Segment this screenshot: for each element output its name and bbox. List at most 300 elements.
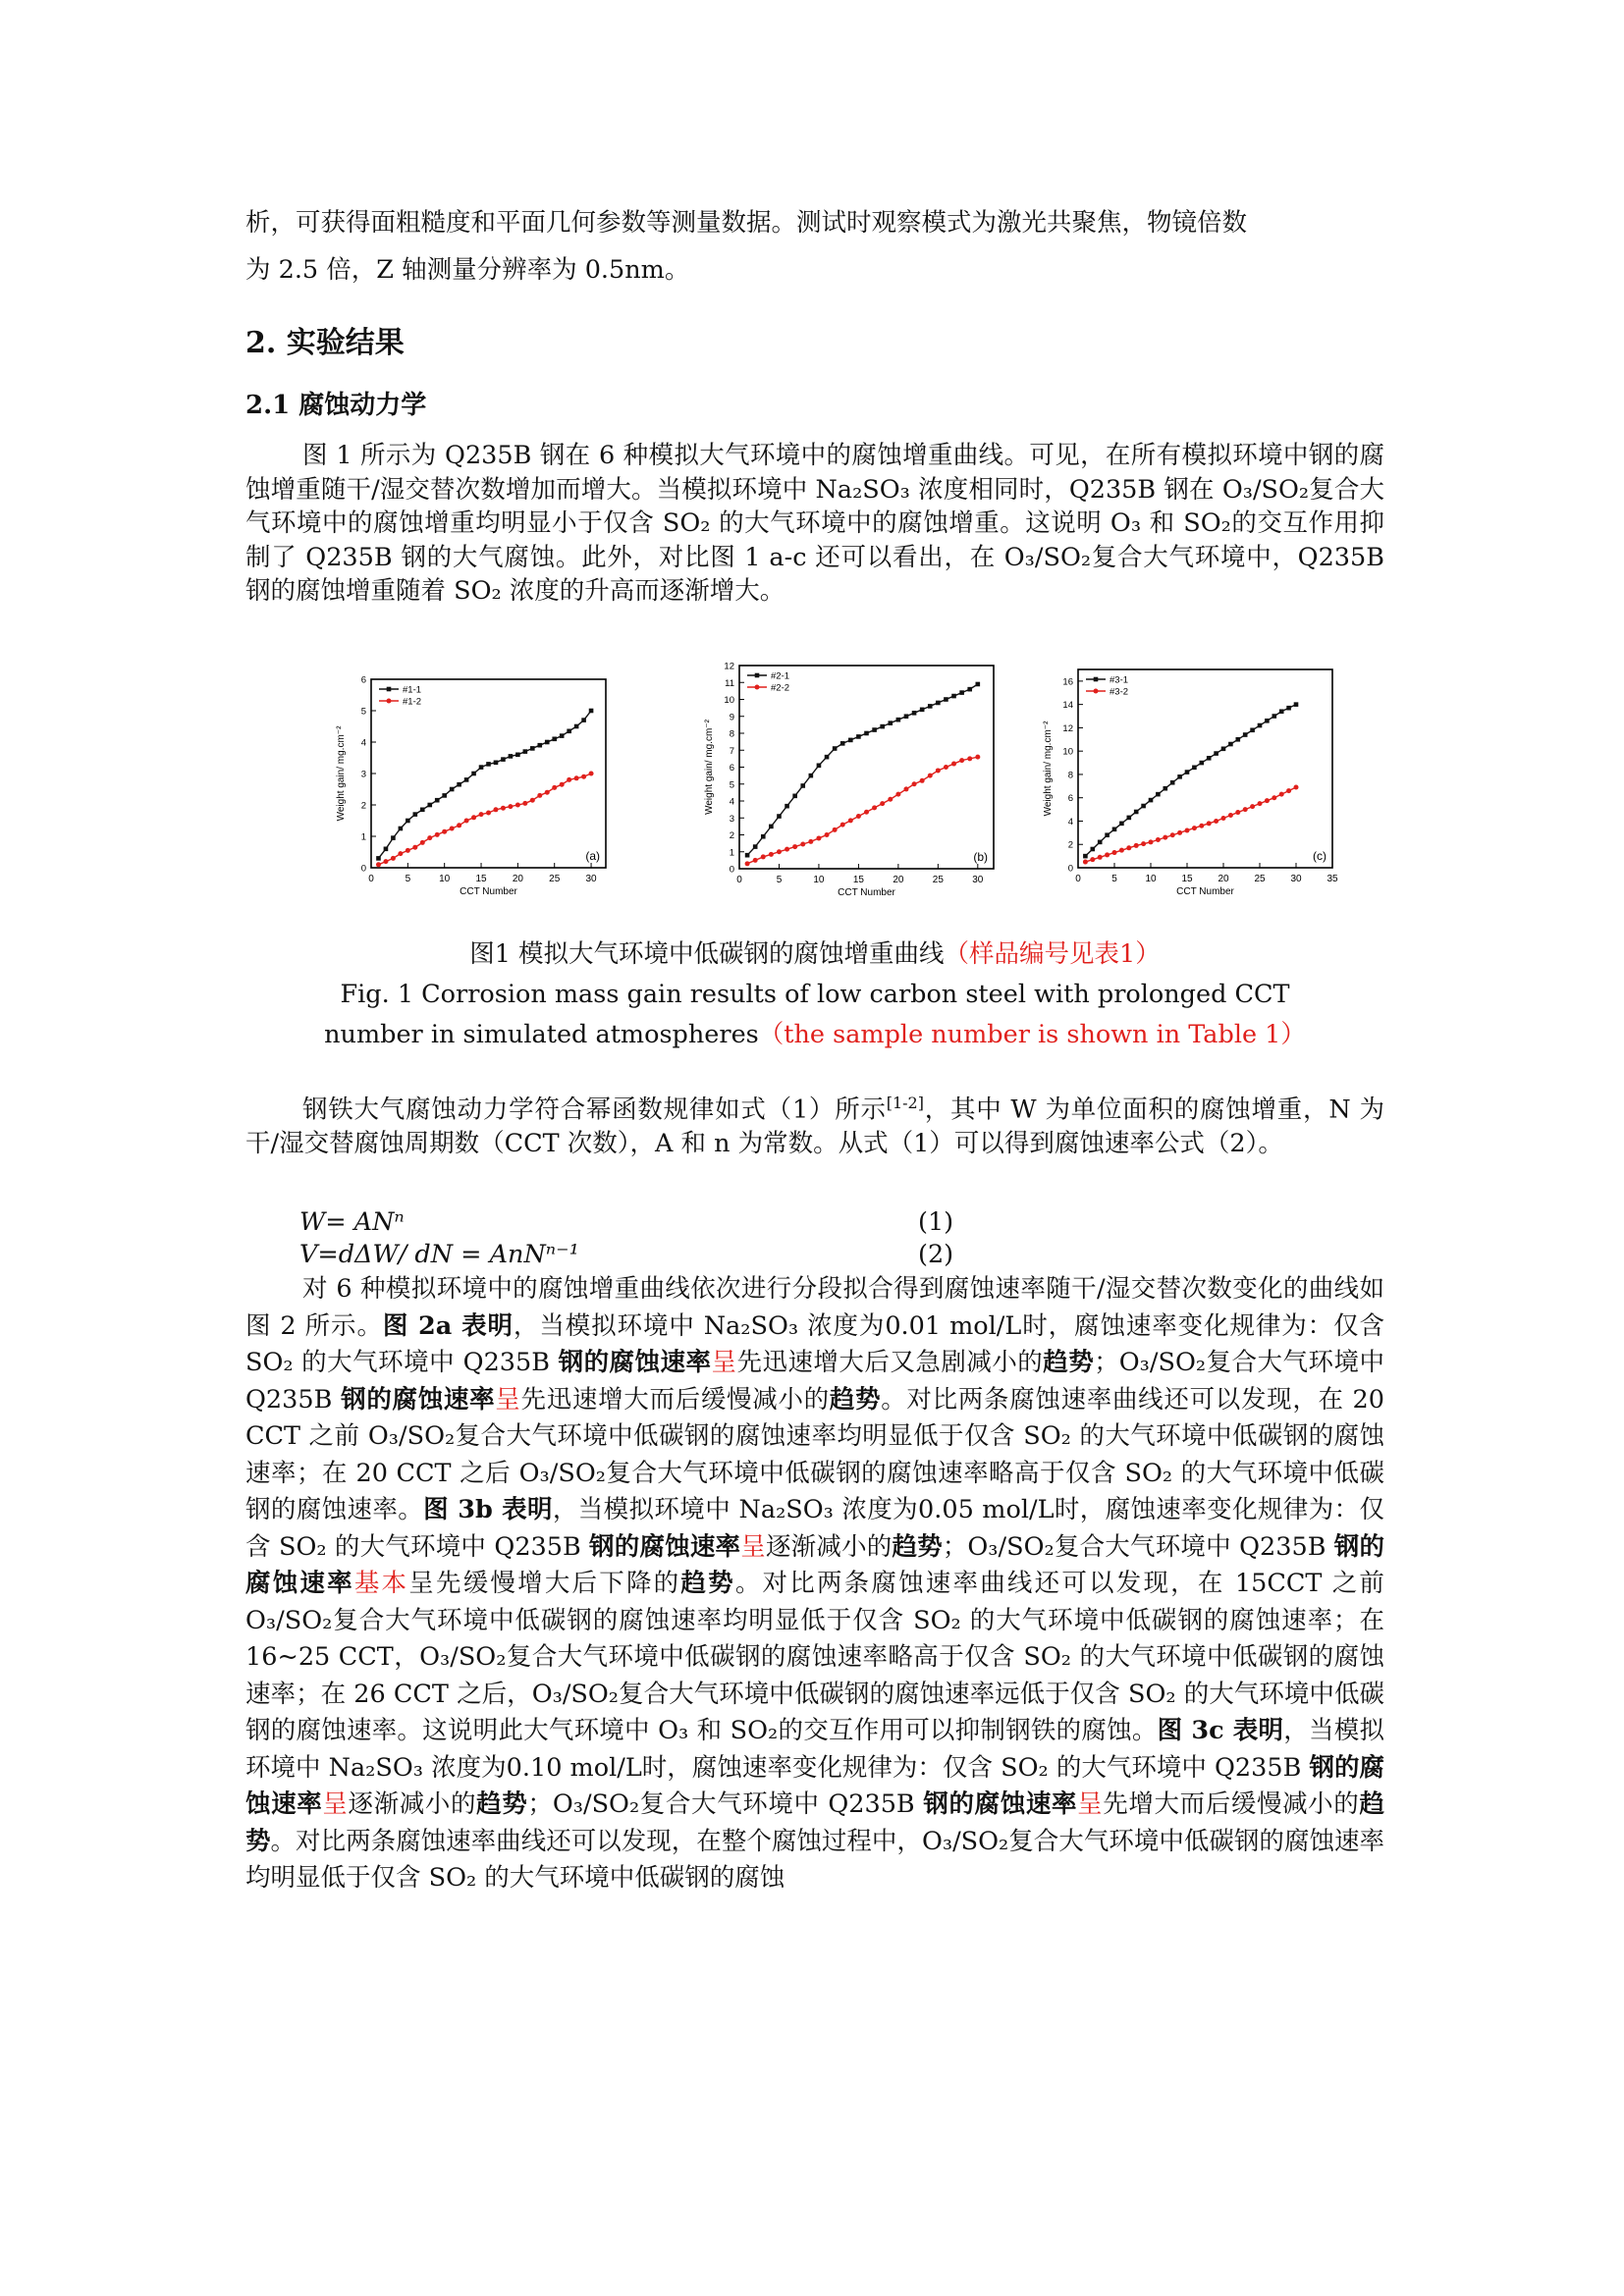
y-tick-label: 7 [729,745,734,757]
point-#1-1 [552,737,557,742]
point-#1-1 [509,754,514,759]
point-#1-2 [515,803,520,808]
point-#3-2 [1243,807,1248,812]
x-tick-label: 20 [1218,874,1229,884]
point-#3-2 [1221,816,1226,821]
series-line-#3-2 [1085,787,1296,862]
point-#1-2 [508,804,513,809]
point-#3-2 [1279,792,1284,797]
point-#2-1 [792,794,797,799]
point-#1-2 [581,774,586,779]
point-#1-1 [581,718,586,722]
point-#2-1 [936,701,941,706]
point-#3-1 [1221,747,1226,752]
p3-text: 先迅速增大后又急剧减小的 [736,1348,1044,1377]
point-#2-1 [800,783,805,788]
point-#3-1 [1170,780,1175,785]
point-#2-1 [944,697,948,702]
y-tick-label: 10 [1062,746,1073,758]
x-tick-label: 20 [512,874,523,884]
x-tick-label: 10 [1145,874,1157,884]
x-tick-label: 15 [475,874,487,884]
point-#2-1 [761,834,766,839]
caption-en-main: number in simulated atmospheres [324,1020,759,1049]
point-#2-2 [920,778,925,783]
point-#3-2 [1258,801,1263,806]
y-tick-label: 2 [360,800,366,812]
point-#3-1 [1279,709,1284,714]
legend-label: #2-2 [771,682,790,694]
point-#1-1 [406,819,410,824]
point-#1-2 [479,812,484,817]
equation-1-number: (1) [918,1207,954,1237]
p3-fig3b: 图 3b 表明 [423,1495,553,1524]
point-#2-1 [825,755,830,760]
point-#2-1 [833,746,838,751]
point-#3-2 [1272,795,1276,800]
p3-bold: 趋势 [476,1789,528,1819]
point-#1-2 [589,772,594,776]
point-#1-2 [464,819,469,824]
point-#2-1 [888,721,893,725]
p3-bold: 钢的腐蚀速率 [923,1789,1078,1819]
point-#1-2 [471,815,476,820]
p3-text: ；O₃/SO₂复合大气环境中 Q235B [527,1789,924,1819]
x-tick-label: 10 [813,875,825,885]
point-#3-2 [1112,850,1117,855]
x-axis-label: CCT Number [1176,886,1234,897]
section-2-title: 2. 实验结果 [245,326,405,360]
x-tick-label: 35 [1326,874,1338,884]
point-#1-1 [486,762,491,767]
point-#3-1 [1177,774,1182,779]
point-#1-2 [435,832,440,837]
point-#1-2 [574,775,579,780]
point-#2-2 [745,861,750,866]
legend-label: #1-2 [403,696,422,708]
point-#1-1 [450,787,455,792]
point-#2-2 [848,818,853,823]
point-#2-2 [808,839,813,844]
p3-red: 呈 [711,1348,737,1377]
point-#1-1 [560,733,565,738]
figure-caption-en-2 [245,1015,1384,1055]
point-#1-2 [391,856,396,861]
point-#2-1 [809,774,814,778]
point-#1-2 [552,785,557,790]
point-#1-1 [523,749,528,754]
point-#3-2 [1192,826,1197,830]
point-#3-2 [1156,837,1161,842]
series-line-#2-1 [747,684,978,855]
p3-text: 。对比两条腐蚀速率曲线还可以发现，在 20 CCT 之前 O₃/SO₂复合大气环境中低碳钢的腐蚀速率均明显低于仅含 SO₂ 的大气环境中低碳钢的腐蚀速率；在 20 CCT 之后 O₃/SO₂复合大气环境中低碳钢的腐蚀速率略高于仅含 SO₂ 的大气环境中低碳钢的腐蚀速率。 [245,1384,1384,1524]
point-#2-2 [792,844,797,849]
y-axis-label: Weight gain/ mg.cm⁻² [1043,721,1054,817]
point-#2-2 [936,768,941,773]
point-#2-2 [944,765,948,770]
point-#3-2 [1105,852,1110,857]
y-tick-label: 14 [1062,700,1073,712]
point-#2-2 [975,755,980,760]
p3-red: 呈 [495,1384,521,1415]
point-#2-2 [928,774,933,778]
y-axis-label: Weight gain/ mg.cm⁻² [336,725,347,822]
point-#3-2 [1134,843,1139,848]
point-#3-1 [1243,732,1248,737]
p3-text: 先缓慢增大后下降的 [435,1569,681,1598]
paragraph-2 [245,1087,1384,1161]
panel-label: (b) [973,850,988,864]
intro-line-1: 析，可获得面粗糙度和平面几何参数等测量数据。测试时观察模式为激光共聚焦，物镜倍数 [245,208,1248,238]
point-#2-2 [872,805,877,810]
point-#3-2 [1199,824,1204,828]
point-#2-2 [769,852,774,857]
point-#3-2 [1170,832,1175,837]
legend-label: #1-1 [403,684,422,696]
caption-en-red: （the sample number is shown in Table 1） [758,1020,1306,1049]
citation-ref: [1-2] [886,1094,924,1112]
point-#3-1 [1228,742,1233,747]
legend-label: #3-1 [1110,674,1129,686]
point-#1-2 [398,851,403,856]
x-tick-label: 25 [549,874,561,884]
point-#1-2 [501,806,506,811]
point-#3-1 [1294,702,1299,707]
p3-red: 呈 [322,1789,349,1819]
point-#3-2 [1250,804,1255,809]
y-tick-label: 6 [360,674,366,686]
point-#3-2 [1265,798,1270,803]
chart-a [314,669,623,909]
y-tick-label: 2 [729,830,734,841]
x-tick-label: 15 [852,875,864,885]
point-#2-1 [951,694,956,699]
point-#2-1 [872,727,877,732]
point-#1-1 [427,803,432,808]
equation-1: W= ANⁿ [299,1207,405,1237]
point-#1-1 [420,808,425,813]
chart-c [1021,660,1350,909]
point-#1-1 [545,740,550,745]
y-tick-label: 5 [729,779,734,791]
p3-red: 呈 [1077,1789,1104,1819]
panel-label: (a) [585,849,600,863]
point-#1-1 [442,793,447,798]
y-tick-label: 6 [1067,793,1073,805]
point-#2-1 [785,804,789,809]
point-#3-1 [1112,827,1117,831]
y-axis-label: Weight gain/ mg.cm⁻² [704,720,715,815]
legend-marker [387,687,392,692]
x-axis-label: CCT Number [838,887,895,898]
point-#1-1 [567,729,571,734]
point-#2-1 [817,763,822,768]
p3-text: 呈 [408,1569,436,1598]
point-#3-1 [1200,761,1205,766]
x-tick-label: 5 [1111,874,1117,884]
point-#3-1 [1134,810,1139,815]
point-#2-1 [745,853,750,858]
point-#2-1 [840,741,845,746]
point-#3-2 [1126,845,1131,850]
point-#1-1 [471,772,476,776]
point-#1-1 [384,847,389,852]
point-#1-2 [486,811,491,816]
y-tick-label: 0 [1067,863,1073,875]
series-line-#3-1 [1085,705,1296,856]
point-#1-1 [515,753,520,758]
point-#1-1 [494,761,499,766]
point-#3-1 [1098,840,1103,845]
point-#3-1 [1164,786,1168,791]
y-tick-label: 11 [725,677,734,689]
p3-text: ，当模拟环境中 Na₂SO₃ 浓度为0.05 mol/L时，腐蚀速率变化规律为：仅含 SO₂ 的大气环境中 Q235B [245,1495,1384,1562]
y-tick-label: 9 [729,712,734,723]
point-#2-1 [753,844,758,849]
point-#2-1 [959,690,964,695]
p3-fig3c: 图 3c 表明 [1157,1716,1284,1745]
point-#1-2 [450,827,455,831]
y-tick-label: 12 [724,661,734,672]
paragraph-2-rest: ，其中 W 为单位面积的腐蚀增重，N 为干/湿交替腐蚀周期数（CCT 次数），A 和 n 为常数。从式（1）可以得到腐蚀速率公式（2）。 [245,1095,1384,1158]
y-tick-label: 12 [1062,722,1073,734]
y-tick-label: 4 [729,796,734,808]
caption-cn-main: 图1 模拟大气环境中低碳钢的腐蚀增重曲线 [469,939,945,969]
y-tick-label: 5 [360,706,366,718]
point-#2-2 [785,847,789,852]
point-#3-2 [1119,848,1124,853]
y-tick-label: 8 [729,728,734,740]
point-#2-1 [856,734,861,739]
point-#1-2 [537,793,542,798]
p3-bold: 趋势 [680,1569,735,1598]
point-#1-1 [464,777,469,782]
point-#1-2 [530,798,535,803]
point-#3-2 [1214,819,1218,824]
y-tick-label: 0 [729,864,734,876]
point-#1-2 [522,801,527,806]
legend-marker [1094,677,1099,682]
point-#1-2 [420,840,425,845]
point-#2-1 [904,714,909,719]
point-#3-2 [1083,860,1088,865]
point-#1-2 [442,829,447,834]
point-#1-2 [493,807,498,812]
p3-text: 。对比两条腐蚀速率曲线还可以发现，在整个腐蚀过程中，O₃/SO₂复合大气环境中低碳钢的腐蚀速率均明显低于仅含 SO₂ 的大气环境中低碳钢的腐蚀 [245,1826,1384,1893]
caption-cn-red: （样品编号见表1） [944,939,1161,969]
plot-frame [1078,669,1332,868]
p3-text: 先增大而后缓慢减小的 [1103,1789,1360,1819]
point-#3-1 [1272,714,1277,719]
point-#1-1 [413,812,418,817]
p3-text: ；O₃/SO₂复合大气环境中 Q235B [245,1348,1384,1415]
series-line-#1-1 [378,711,591,858]
point-#1-2 [457,823,461,828]
y-tick-label: 4 [360,737,366,749]
p3-bold: 钢的腐蚀速率 [558,1348,712,1377]
point-#3-1 [1119,822,1124,827]
point-#2-2 [777,849,782,854]
point-#2-2 [825,832,830,837]
point-#2-2 [761,854,766,859]
point-#1-2 [567,777,571,782]
point-#3-1 [1258,723,1263,728]
point-#3-2 [1177,830,1182,835]
point-#2-2 [903,786,908,791]
point-#2-2 [753,858,758,863]
point-#1-1 [589,709,594,714]
point-#2-2 [833,828,838,832]
point-#1-2 [427,835,432,840]
panel-label: (c) [1313,849,1326,863]
x-tick-label: 30 [972,875,984,885]
point-#1-2 [560,782,565,787]
y-tick-label: 0 [360,863,366,875]
legend-marker [1094,689,1099,694]
point-#3-1 [1236,737,1241,742]
p3-text: ，当模拟环境中 Na₂SO₃ 浓度为0.10 mol/L时，腐蚀速率变化规律为：仅含 SO₂ 的大气环境中 Q235B [245,1716,1384,1783]
chart-b [682,656,1011,910]
point-#3-2 [1149,839,1154,844]
point-#1-1 [435,798,440,803]
point-#3-2 [1207,821,1212,826]
point-#1-1 [574,724,579,729]
point-#1-1 [399,827,404,831]
p3-red: 呈 [740,1531,766,1562]
p3-bold: 趋势 [892,1531,943,1562]
p3-red: 基本 [353,1569,409,1598]
point-#3-1 [1127,816,1132,821]
point-#3-2 [1141,841,1146,846]
point-#3-1 [1141,804,1146,809]
p3-bold: 钢的腐蚀速率 [245,1531,1384,1598]
point-#3-1 [1286,706,1291,711]
legend-label: #3-2 [1110,686,1129,698]
p3-s1: 对 6 种模拟环境中的腐蚀增重曲线依次进行分段拟合得到腐蚀速率随干/湿交替次数变化的曲线如图 2 所示。 [245,1274,1384,1341]
chart-b-svg [682,656,1011,906]
legend-marker [755,673,760,678]
p3-bold: 钢的腐蚀速率 [589,1531,741,1562]
point-#3-1 [1149,798,1154,803]
point-#1-2 [376,862,381,867]
figure-caption-cn [245,934,1384,975]
point-#2-2 [895,792,900,797]
p3-text: ；O₃/SO₂复合大气环境中 Q235B [942,1531,1334,1562]
point-#3-2 [1286,788,1291,793]
chart-a-svg [314,669,623,905]
point-#2-1 [777,814,782,819]
point-#3-2 [1294,785,1299,790]
point-#3-2 [1163,835,1167,840]
x-tick-label: 0 [736,875,742,885]
point-#2-1 [976,682,981,687]
point-#2-2 [959,758,964,763]
y-tick-label: 10 [724,695,734,706]
p3-bold: 钢的腐蚀速率 [245,1752,1384,1819]
point-#2-2 [880,801,885,806]
p3-text: 先迅速增大而后缓慢减小的 [520,1384,830,1415]
point-#2-1 [848,738,853,743]
point-#3-2 [1090,857,1095,862]
y-tick-label: 8 [1067,770,1073,781]
p3-bold: 趋势 [829,1384,882,1415]
point-#3-1 [1083,854,1088,859]
point-#1-2 [383,859,388,864]
x-tick-label: 25 [1254,874,1266,884]
point-#2-2 [912,781,917,786]
x-tick-label: 30 [585,874,597,884]
p3-fig2a: 图 2a 表明 [382,1310,514,1341]
x-tick-label: 30 [1290,874,1302,884]
y-tick-label: 1 [360,831,366,843]
x-tick-label: 0 [368,874,374,884]
p3-bold: 钢的腐蚀速率 [341,1384,496,1415]
point-#3-1 [1091,847,1096,852]
y-tick-label: 4 [1067,816,1073,828]
point-#3-2 [1098,855,1103,860]
p3-bold: 趋势 [245,1789,1384,1856]
legend-marker [755,685,760,690]
point-#2-1 [912,711,917,716]
point-#2-1 [920,708,925,713]
point-#3-1 [1185,770,1190,774]
point-#2-2 [800,841,805,846]
point-#1-1 [391,835,396,840]
p3-text: 逐渐减小的 [348,1789,477,1819]
series-line-#2-2 [747,757,978,864]
x-axis-label: CCT Number [460,886,517,897]
y-tick-label: 6 [729,763,734,774]
x-tick-label: 25 [932,875,944,885]
paragraph-2-start: 钢铁大气腐蚀动力学符合幂函数规律如式（1）所示 [302,1095,887,1125]
point-#3-1 [1265,719,1270,723]
point-#3-2 [1185,828,1190,832]
point-#1-1 [457,782,461,787]
p3-text: 。对比两条腐蚀速率曲线还可以发现，在 15CCT 之前 O₃/SO₂复合大气环境中低碳钢的腐蚀速率均明显低于仅含 SO₂ 的大气环境中低碳钢的腐蚀速率；在 16~25 CCT，O₃/SO₂复合大气环境中低碳钢的腐蚀速率略高于仅含 SO₂ 的大气环境中低碳钢的腐蚀速率；在 26 CCT 之后，O₃/SO₂复合大气环境中低碳钢的腐蚀速率远低于仅含 SO₂ 的大气环境中低碳钢的腐蚀速率。这说明此大气环境中 O₃ 和 SO₂的交互作用可以抑制钢铁的腐蚀。 [245,1569,1384,1745]
legend-marker [387,699,392,704]
point-#1-2 [406,848,410,853]
x-tick-label: 10 [439,874,451,884]
point-#3-1 [1207,756,1212,761]
point-#3-1 [1105,832,1110,837]
p3-text: ，当模拟环境中 Na₂SO₃ 浓度为0.01 mol/L时，腐蚀速率变化规律为：仅含 SO₂ 的大气环境中 Q235B [245,1310,1384,1377]
point-#2-1 [928,704,933,709]
legend-label: #2-1 [771,670,790,682]
x-tick-label: 15 [1181,874,1193,884]
equation-2: V=dΔW/ dN = AnNⁿ⁻¹ [299,1240,579,1269]
figure-caption-en-1: Fig. 1 Corrosion mass gain results of low carbon steel with prolonged CCT [340,980,1290,1009]
paragraph-3 [245,1271,1384,1897]
point-#2-2 [951,762,956,767]
point-#1-1 [530,746,535,751]
point-#1-2 [412,845,417,850]
x-tick-label: 0 [1075,874,1081,884]
point-#2-1 [896,718,901,722]
p3-text: 逐渐减小的 [765,1531,893,1562]
y-tick-label: 3 [360,769,366,780]
x-tick-label: 5 [776,875,783,885]
point-#3-1 [1156,792,1161,797]
section-2-1-title: 2.1 腐蚀动力学 [245,391,427,420]
point-#2-1 [864,731,869,736]
point-#2-1 [769,825,774,829]
point-#3-1 [1250,727,1255,732]
point-#2-2 [967,756,972,761]
point-#2-2 [888,797,893,802]
plot-frame [371,679,606,868]
point-#1-1 [376,856,381,861]
y-tick-label: 16 [1062,676,1073,688]
